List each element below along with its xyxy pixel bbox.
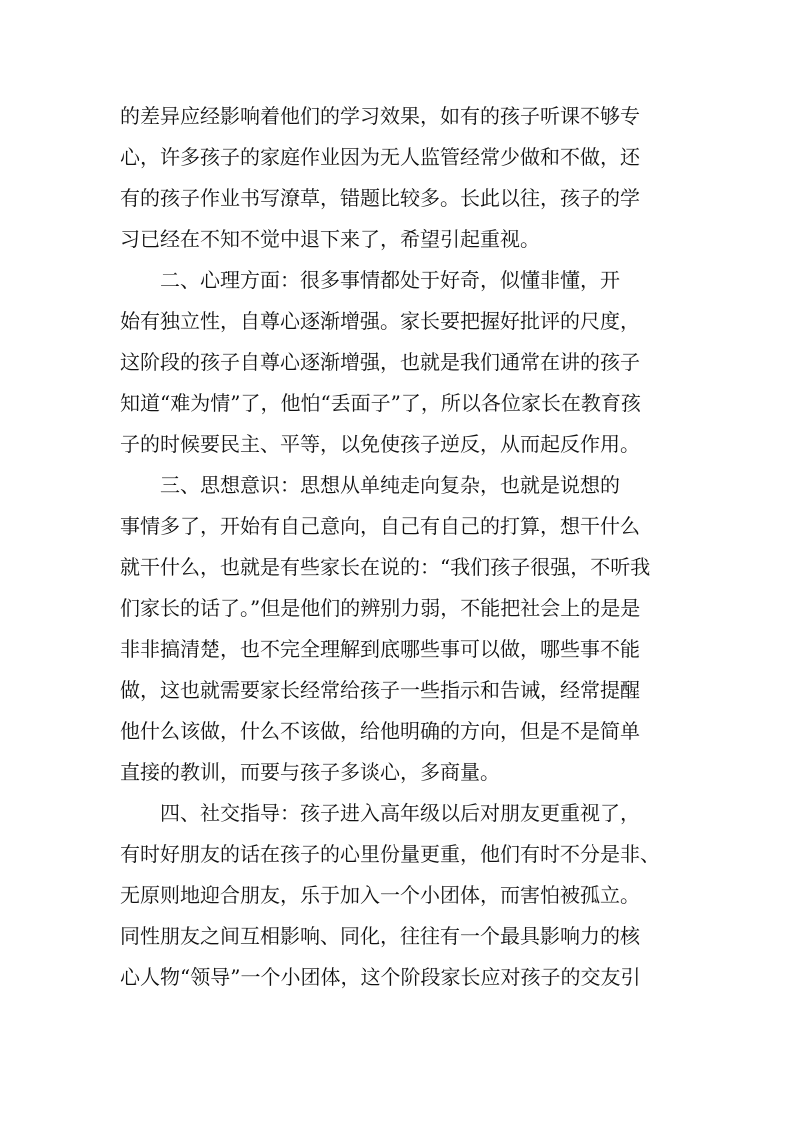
text-line: 做，这也就需要家长经常给孩子一些指示和告诫，经常提醒	[120, 678, 640, 702]
text-line: 的差异应经影响着他们的学习效果，如有的孩子听课不够专	[120, 104, 640, 128]
text-line: 心人物“领导”一个小团体，这个阶段家长应对孩子的交友引	[120, 965, 641, 989]
text-line: 们家长的话了。”但是他们的辨别力弱，不能把社会上的是是	[120, 596, 641, 620]
text-line: 同性朋友之间互相影响、同化，往往有一个最具影响力的核	[120, 924, 640, 948]
section-heading-line: 三、思想意识：思想从单纯走向复杂，也就是说想的	[160, 473, 620, 497]
section-heading-line: 二、心理方面：很多事情都处于好奇，似懂非懂，开	[160, 268, 620, 292]
document-body	[120, 96, 680, 998]
text-line: 他什么该做，什么不该做，给他明确的方向，但是不是简单	[120, 719, 640, 743]
text-line: 心，许多孩子的家庭作业因为无人监管经常少做和不做，还	[120, 145, 640, 169]
text-line: 无原则地迎合朋友，乐于加入一个小团体，而害怕被孤立。	[120, 883, 640, 907]
text-line: 始有独立性，自尊心逐渐增强。家长要把握好批评的尺度，	[120, 309, 640, 333]
text-line: 事情多了，开始有自己意向，自己有自己的打算，想干什么	[120, 514, 640, 538]
text-line: 子的时候要民主、平等，以免使孩子逆反，从而起反作用。	[120, 432, 640, 456]
text-line: 有时好朋友的话在孩子的心里份量更重，他们有时不分是非、	[120, 842, 660, 866]
section-heading-line: 四、社交指导：孩子进入高年级以后对朋友更重视了，	[160, 801, 640, 825]
text-line: 这阶段的孩子自尊心逐渐增强，也就是我们通常在讲的孩子	[120, 350, 640, 374]
text-line: 就干什么，也就是有些家长在说的：“我们孩子很强，不听我	[120, 555, 651, 579]
text-line: 有的孩子作业书写潦草，错题比较多。长此以往，孩子的学	[120, 186, 640, 210]
text-line: 习已经在不知不觉中退下来了，希望引起重视。	[120, 227, 540, 251]
text-line: 直接的教训，而要与孩子多谈心，多商量。	[120, 760, 500, 784]
text-line: 知道“难为情”了，他怕“丢面子”了，所以各位家长在教育孩	[120, 391, 641, 415]
text-line: 非非搞清楚，也不完全理解到底哪些事可以做，哪些事不能	[120, 637, 640, 661]
